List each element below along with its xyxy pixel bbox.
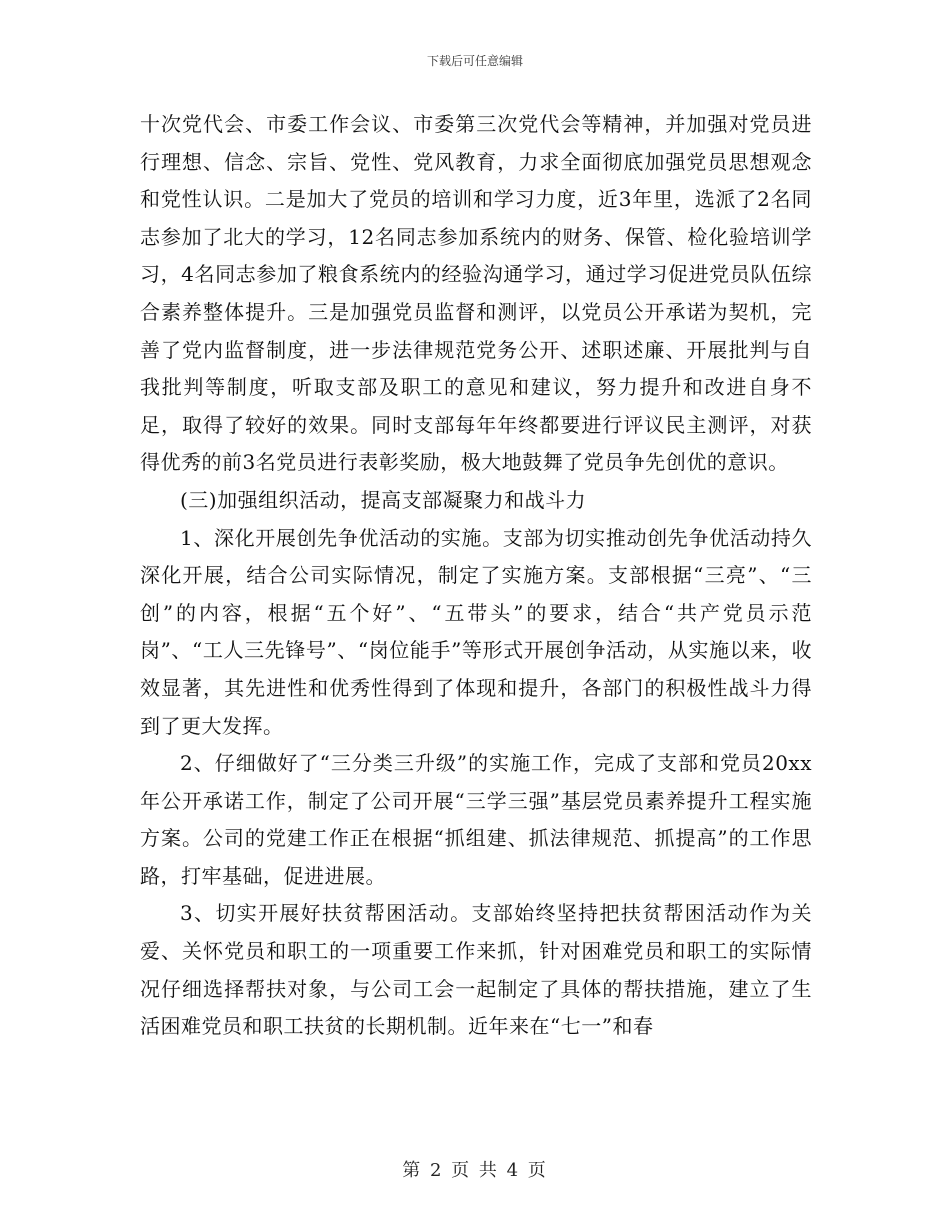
paragraph-continued-party-education: 十次党代会、市委工作会议、市委第三次党代会等精神，并加强对党员进行理想、信念、宗旨、党性、党风教育，力求全面彻底加强党员思想观念和党性认识。二是加大了党员的培训和学习力度，近3年里，选派了2名同志参加了北大的学习，12名同志参加系统内的财务、保管、检化验培训学习，4名同志参加了粮食系统内的经验沟通学习，通过学习促进党员队伍综合素养整体提升。三是加强党员监督和测评，以党员公开承诺为契机，完善了党内监督制度，进一步法律规范党务公开、述职述廉、开展批判与自我批判等制度，听取支部及职工的意见和建议，努力提升和改进自身不足，取得了较好的效果。同时支部每年年终都要进行评议民主测评，对获得优秀的前3名党员进行表彰奖励，极大地鼓舞了党员争先创优的意识。 bbox=[140, 112, 812, 475]
paragraph-three-classification: 2、仔细做好了“三分类三升级”的实施工作，完成了支部和党员20xx年公开承诺工作，制定了公司开展“三学三强”基层党员素养提升工程实施方案。公司的党建工作正在根据“抓组建、抓法律规范、抓提高”的工作思路，打牢基础，促进进展。 bbox=[140, 751, 812, 888]
document-body bbox=[140, 106, 812, 1046]
section-heading-organization-activities: (三)加强组织活动，提高支部凝聚力和战斗力 bbox=[180, 487, 587, 512]
paragraph-poverty-assistance: 3、切实开展好扶贫帮困活动。支部始终坚持把扶贫帮困活动作为关爱、关怀党员和职工的一项重要工作来抓，针对困难党员和职工的实际情况仔细选择帮扶对象，与公司工会一起制定了具体的帮扶措施，建立了生活困难党员和职工扶贫的长期机制。近年来在“七一”和春 bbox=[140, 901, 812, 1039]
paragraph-excellence-activities: 1、深化开展创先争优活动的实施。支部为切实推动创先争优活动持久深化开展，结合公司实际情况，制定了实施方案。支部根据“三亮”、“三创”的内容，根据“五个好”、“五带头”的要求，结合“共产党员示范岗”、“工人三先锋号”、“岗位能手”等形式开展创争活动，从实施以来，收效显著，其先进性和优秀性得到了体现和提升，各部门的积极性战斗力得到了更大发挥。 bbox=[140, 525, 812, 738]
page-header-note: 下载后可任意编辑 bbox=[426, 54, 523, 68]
page-number-footer: 第 2 页 共 4 页 bbox=[402, 1160, 548, 1181]
